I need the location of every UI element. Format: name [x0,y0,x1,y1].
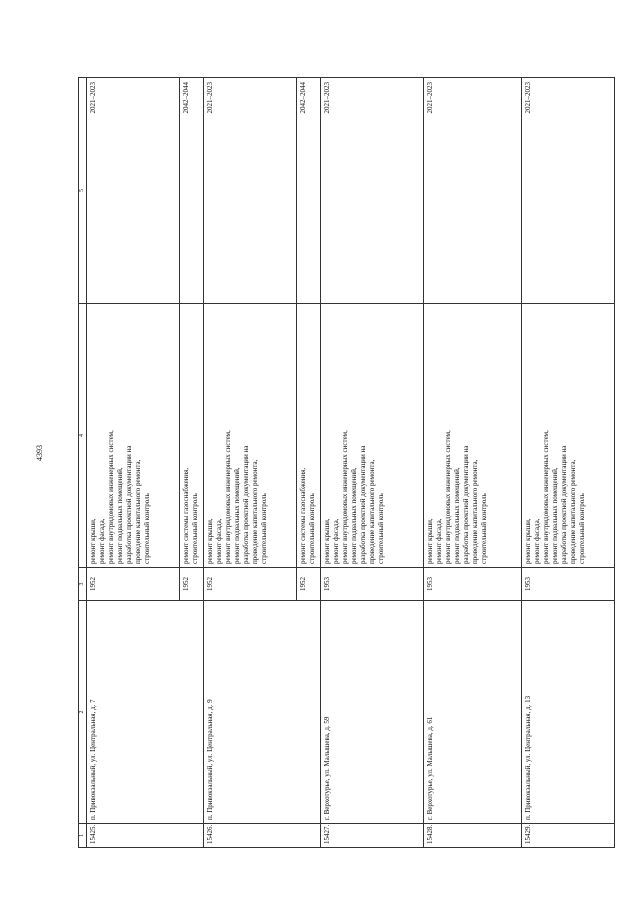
work-item: ремонт внутридомовых инженерных систем, [224,430,232,564]
work-item: проведение капитального ремонта, [471,459,479,564]
work-item: проведение капитального ремонта, [368,459,376,564]
work-item: ремонт крыши, [89,518,97,564]
work-item: ремонт внутридомовых инженерных систем, [341,430,349,564]
work-item: ремонт внутридомовых инженерных систем, [542,430,550,564]
work-item: строительный контроль [480,493,488,564]
row-number: 15429. [522,824,615,848]
work-item: строительный контроль [308,493,316,564]
year-cell: 1953 [522,568,615,601]
work-item: ремонт крыши, [426,518,434,564]
work-item: строительный контроль [143,493,151,564]
work-item: ремонт крыши, [323,518,331,564]
works-cell [321,304,424,568]
table-header-row [79,78,87,848]
row-number: 15425. [87,824,204,848]
year-cell: 1952 [204,568,297,601]
rotated-table-wrapper [78,78,600,848]
work-item: ремонт крыши, [524,518,532,564]
work-item: ремонт подвальных помещений, [350,467,358,564]
work-item: ремонт фасада, [98,518,106,564]
column-header: 1 [79,824,87,848]
table-row [87,78,180,848]
work-item: строительный контроль [377,493,385,564]
work-item: строительный контроль [191,493,199,564]
work-item: проведение капитального ремонта, [569,459,577,564]
work-item: разработка проектной документации на [359,445,367,564]
work-item: ремонт крыши, [206,518,214,564]
work-item: проведение капитального ремонта, [251,459,259,564]
work-item: разработка проектной документации на [560,445,568,564]
period-cell: 2021–2023 [87,78,180,304]
year-cell: 1952 [180,568,204,601]
column-header: 2 [79,601,87,824]
work-item: ремонт подвальных помещений, [453,467,461,564]
works-cell [204,304,297,568]
work-item: ремонт фасада, [435,518,443,564]
page-number: 4393 [35,445,44,461]
works-cell [180,304,204,568]
row-number: 15427. [321,824,424,848]
year-cell: 1953 [424,568,522,601]
repair-schedule-table [78,77,615,848]
work-item: ремонт системы газоснабжения, [299,467,307,564]
works-cell [297,304,321,568]
works-cell [424,304,522,568]
row-number: 15428. [424,824,522,848]
period-cell: 2021–2023 [522,78,615,304]
work-item: разработка проектной документации на [462,445,470,564]
work-item: строительный контроль [578,493,586,564]
work-item: ремонт фасада, [533,518,541,564]
table-row [321,78,424,848]
work-item: разработка проектной документации на [125,445,133,564]
address-cell: п. Привокзальный, ул. Центральная, д. 9 [204,601,321,824]
works-cell [87,304,180,568]
work-item: ремонт фасада, [215,518,223,564]
year-cell: 1953 [321,568,424,601]
work-item: ремонт внутридомовых инженерных систем, [107,430,115,564]
period-cell: 2042–2044 [180,78,204,304]
works-cell [522,304,615,568]
year-cell: 1952 [297,568,321,601]
column-header: 3 [79,568,87,601]
column-header: 5 [79,78,87,304]
period-cell: 2042–2044 [297,78,321,304]
work-item: ремонт системы газоснабжения, [182,467,190,564]
period-cell: 2021–2023 [321,78,424,304]
work-item: проведение капитального ремонта, [134,459,142,564]
work-item: ремонт внутридомовых инженерных систем, [444,430,452,564]
address-cell: п. Привокзальный, ул. Центральная, д. 7 [87,601,204,824]
period-cell: 2021–2023 [204,78,297,304]
work-item: ремонт фасада, [332,518,340,564]
address-cell: п. Привокзальный, ул. Центральная, д. 13 [522,601,615,824]
year-cell: 1952 [87,568,180,601]
table-body [87,78,615,848]
work-item: разработка проектной документации на [242,445,250,564]
work-item: ремонт подвальных помещений, [116,467,124,564]
row-number: 15426. [204,824,321,848]
table-row [204,78,297,848]
period-cell: 2021–2023 [424,78,522,304]
table-row [522,78,615,848]
work-item: ремонт подвальных помещений, [233,467,241,564]
column-header: 4 [79,304,87,568]
address-cell: г. Верхотурье, ул. Малышева, д. 59 [321,601,424,824]
table-row [424,78,522,848]
work-item: строительный контроль [260,493,268,564]
work-item: ремонт подвальных помещений, [551,467,559,564]
address-cell: г. Верхотурье, ул. Малышева, д. 61 [424,601,522,824]
